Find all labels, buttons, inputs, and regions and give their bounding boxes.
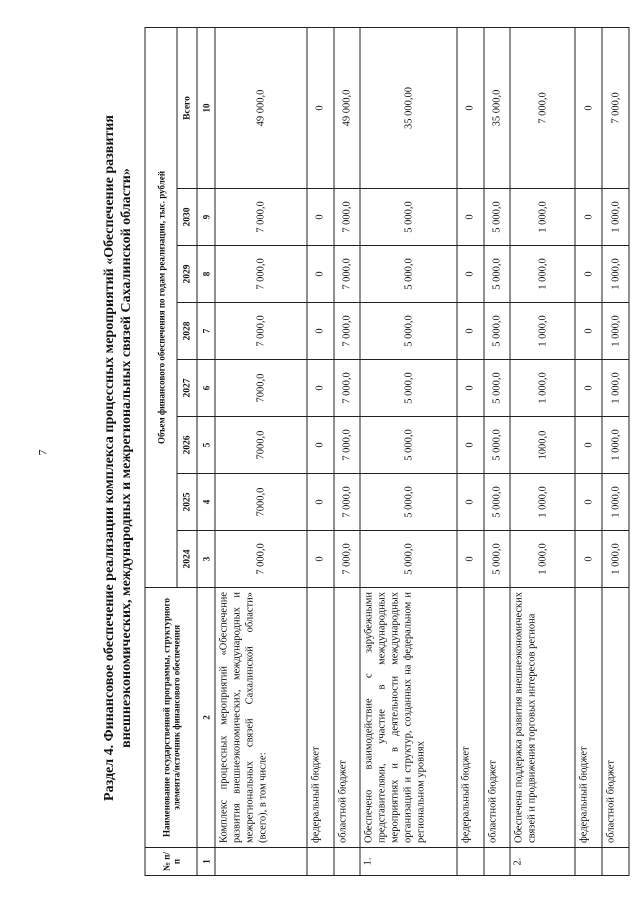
- row-value-cell: 0: [575, 417, 602, 474]
- row-total-cell: 0: [457, 27, 484, 188]
- column-number: 9: [197, 189, 215, 246]
- row-value-cell: 7 000,0: [334, 531, 361, 588]
- row-value-cell: 0: [457, 360, 484, 417]
- column-number: 1: [197, 848, 215, 876]
- table-row: [360, 27, 456, 875]
- header-year: 2030: [177, 189, 197, 246]
- table-row: [484, 27, 511, 875]
- row-value-cell: 0: [457, 246, 484, 303]
- row-value-cell: 0: [575, 246, 602, 303]
- page-number: 7: [35, 449, 50, 456]
- row-index-cell: [334, 848, 361, 876]
- header-num: № п/п: [145, 848, 197, 876]
- row-value-cell: 1 000,0: [602, 417, 629, 474]
- row-total-cell: 35 000,00: [360, 27, 456, 188]
- row-value-cell: 0: [307, 474, 334, 531]
- table-row: [510, 27, 575, 875]
- row-index-cell: [484, 848, 511, 876]
- header-name: Наименование государственной программы, структурного элемента/источник финансового обеспечения: [145, 588, 197, 848]
- header-volume: Объем финансового обеспечения по годам реализации, тыс. рублей: [145, 27, 177, 587]
- row-index-cell: [575, 848, 602, 876]
- row-value-cell: 5 000,0: [360, 246, 456, 303]
- table-row: [215, 27, 307, 875]
- section-title-line-1: Раздел 4. Финансовое обеспечение реализации комплекса процессных мероприятий «Обеспечение развития: [102, 115, 117, 801]
- row-value-cell: 7000,0: [215, 474, 307, 531]
- row-value-cell: 5 000,0: [360, 474, 456, 531]
- row-total-cell: 49 000,0: [334, 27, 361, 188]
- header-year: 2028: [177, 303, 197, 360]
- row-value-cell: 0: [575, 474, 602, 531]
- row-value-cell: 7 000,0: [215, 531, 307, 588]
- row-value-cell: 5 000,0: [360, 360, 456, 417]
- row-value-cell: 1 000,0: [510, 474, 575, 531]
- row-value-cell: 7 000,0: [334, 360, 361, 417]
- column-number: 5: [197, 417, 215, 474]
- row-index-cell: [215, 848, 307, 876]
- row-total-cell: 7 000,0: [510, 27, 575, 188]
- row-value-cell: 5 000,0: [484, 303, 511, 360]
- header-total: Всего: [177, 27, 197, 188]
- row-value-cell: 0: [575, 303, 602, 360]
- row-value-cell: 7000,0: [215, 360, 307, 417]
- row-value-cell: 5 000,0: [484, 360, 511, 417]
- row-value-cell: 5 000,0: [484, 417, 511, 474]
- row-value-cell: 0: [457, 417, 484, 474]
- row-value-cell: 7 000,0: [334, 189, 361, 246]
- row-name-cell: Комплекс процессных мероприятий «Обеспечение развития внешнеэкономических, международных и межрегиональных связей Сахалинской области» (всего), в том числе:: [215, 588, 307, 848]
- row-name-cell: областной бюджет: [484, 588, 511, 848]
- row-value-cell: 1 000,0: [602, 303, 629, 360]
- row-value-cell: 0: [307, 417, 334, 474]
- row-value-cell: 7 000,0: [334, 417, 361, 474]
- row-value-cell: 1 000,0: [510, 360, 575, 417]
- table-row: [575, 27, 602, 875]
- row-value-cell: 7 000,0: [334, 474, 361, 531]
- section-title: [101, 68, 135, 848]
- row-value-cell: 0: [575, 531, 602, 588]
- row-value-cell: 0: [307, 531, 334, 588]
- row-value-cell: 1 000,0: [602, 189, 629, 246]
- row-value-cell: 5 000,0: [484, 189, 511, 246]
- column-number: 2: [197, 588, 215, 848]
- row-value-cell: 0: [575, 189, 602, 246]
- row-name-cell: областной бюджет: [602, 588, 629, 848]
- row-value-cell: 5 000,0: [360, 189, 456, 246]
- header-year: 2026: [177, 417, 197, 474]
- row-total-cell: 0: [575, 27, 602, 188]
- row-name-cell: федеральный бюджет: [575, 588, 602, 848]
- row-name-cell: областной бюджет: [334, 588, 361, 848]
- row-name-cell: федеральный бюджет: [307, 588, 334, 848]
- row-value-cell: 5 000,0: [484, 246, 511, 303]
- row-value-cell: 5 000,0: [360, 417, 456, 474]
- row-value-cell: 0: [307, 246, 334, 303]
- row-value-cell: 0: [307, 360, 334, 417]
- row-value-cell: 1 000,0: [510, 189, 575, 246]
- row-value-cell: 1 000,0: [602, 474, 629, 531]
- funding-table: [145, 27, 630, 876]
- row-total-cell: 7 000,0: [602, 27, 629, 188]
- row-index-cell: [307, 848, 334, 876]
- row-value-cell: 5 000,0: [484, 531, 511, 588]
- row-value-cell: 0: [575, 360, 602, 417]
- header-year: 2025: [177, 474, 197, 531]
- header-row-colnums: [197, 27, 215, 875]
- row-value-cell: 7 000,0: [215, 303, 307, 360]
- row-total-cell: 0: [307, 27, 334, 188]
- row-value-cell: 7 000,0: [334, 246, 361, 303]
- row-name-cell: Обеспечена поддержка развития внешнеэкономических связей и продвижения торговых интересов региона: [510, 588, 575, 848]
- table-row: [457, 27, 484, 875]
- row-value-cell: 1 000,0: [602, 246, 629, 303]
- row-index-cell: [457, 848, 484, 876]
- row-value-cell: 0: [457, 474, 484, 531]
- column-number: 10: [197, 27, 215, 188]
- column-number: 4: [197, 474, 215, 531]
- table-row: [334, 27, 361, 875]
- row-value-cell: 7000,0: [215, 417, 307, 474]
- table-body: [215, 27, 629, 875]
- row-value-cell: 7 000,0: [215, 246, 307, 303]
- row-value-cell: 0: [457, 531, 484, 588]
- row-index-cell: 1.: [360, 848, 456, 876]
- column-number: 3: [197, 531, 215, 588]
- column-number: 6: [197, 360, 215, 417]
- row-value-cell: 1 000,0: [510, 303, 575, 360]
- row-value-cell: 0: [457, 303, 484, 360]
- row-value-cell: 0: [307, 189, 334, 246]
- header-year: 2027: [177, 360, 197, 417]
- header-year: 2024: [177, 531, 197, 588]
- row-value-cell: 7 000,0: [215, 189, 307, 246]
- row-value-cell: 1 000,0: [510, 531, 575, 588]
- row-total-cell: 49 000,0: [215, 27, 307, 188]
- row-value-cell: 7 000,0: [334, 303, 361, 360]
- funding-table-wrapper: [145, 28, 630, 876]
- row-value-cell: 1 000,0: [510, 246, 575, 303]
- column-number: 8: [197, 246, 215, 303]
- row-index-cell: [602, 848, 629, 876]
- row-value-cell: 0: [307, 303, 334, 360]
- row-value-cell: 5 000,0: [360, 303, 456, 360]
- row-name-cell: федеральный бюджет: [457, 588, 484, 848]
- row-value-cell: 5 000,0: [360, 531, 456, 588]
- row-value-cell: 1 000,0: [602, 360, 629, 417]
- row-total-cell: 35 000,0: [484, 27, 511, 188]
- column-number: 7: [197, 303, 215, 360]
- row-value-cell: 5 000,0: [484, 474, 511, 531]
- row-index-cell: 2.: [510, 848, 575, 876]
- table-row: [307, 27, 334, 875]
- row-value-cell: 1000,0: [510, 417, 575, 474]
- row-value-cell: 0: [457, 189, 484, 246]
- section-title-line-2: внешнеэкономических, международных и межрегиональных связей Сахалинской области»: [119, 168, 134, 748]
- table-row: [602, 27, 629, 875]
- row-value-cell: 1 000,0: [602, 531, 629, 588]
- header-row-top: [145, 27, 177, 875]
- header-year: 2029: [177, 246, 197, 303]
- row-name-cell: Обеспечено взаимодействие с зарубежными представителями, участие в международных мероприятиях и в деятельности международных организаций и структур, созданных на федеральном и региональном уровнях: [360, 588, 456, 848]
